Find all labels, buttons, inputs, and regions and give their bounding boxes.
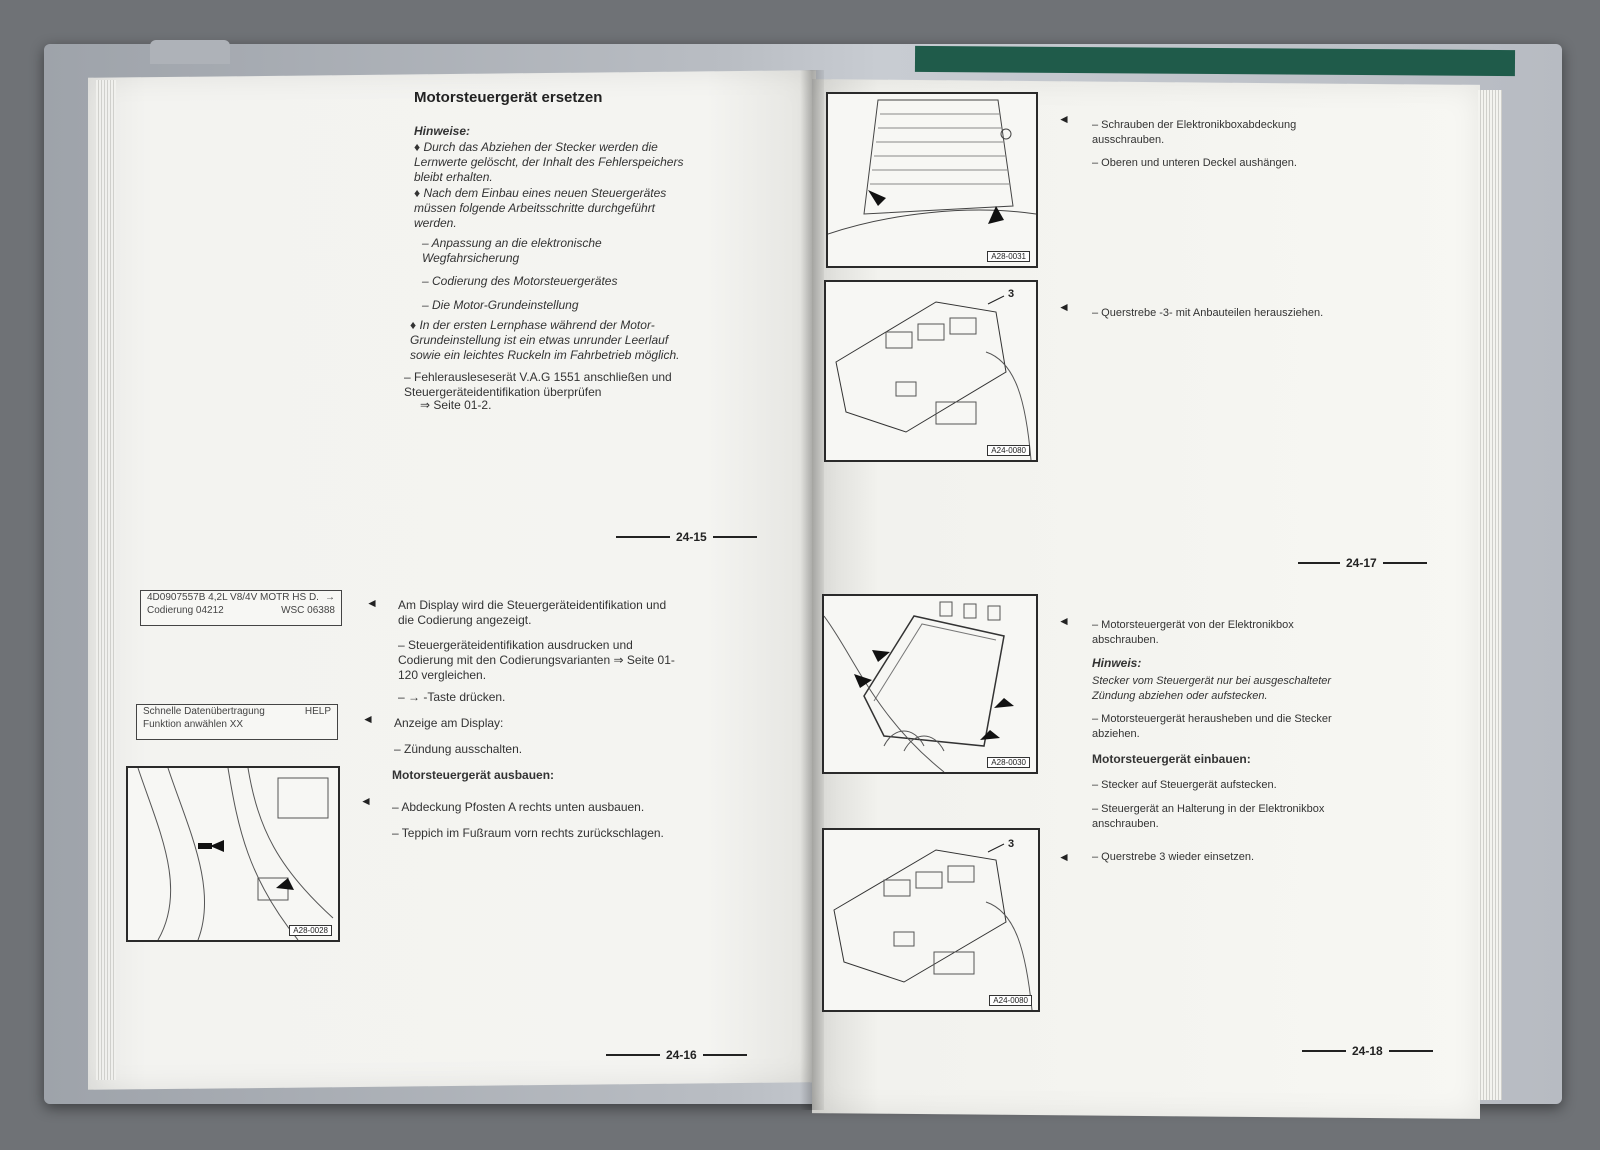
figure-cross-strut-install: [822, 828, 1040, 1012]
figure-label: A28-0030: [987, 757, 1030, 768]
sub-step: – Anpassung an die elektronische Wegfahrsicherung: [422, 236, 602, 265]
right-page-stack: [1478, 90, 1502, 1100]
figure-label: A24-0080: [989, 995, 1032, 1006]
step-text: – Oberen und unteren Deckel aushängen.: [1092, 157, 1297, 169]
figure-door-pillar: [126, 766, 340, 942]
sub-step: – Codierung des Motorsteuergerätes: [422, 274, 618, 288]
pointer-marker: ◄: [360, 794, 372, 808]
body-text: Am Display wird die Steuergeräteidentifikation und die Codierung angezeigt.: [398, 598, 667, 627]
figure-control-unit: [822, 594, 1038, 774]
subsection-heading: Motorsteuergerät ausbauen:: [392, 768, 555, 782]
step-text: – Motorsteuergerät herausheben und die Stecker abziehen.: [1092, 713, 1332, 740]
page-ref: ⇒ Seite 01-2.: [420, 398, 492, 412]
note-text: Nach dem Einbau eines neuen Steuergerätes müssen folgende Arbeitsschritte durchgeführt werden.: [414, 186, 667, 230]
step-text: – Querstrebe 3 wieder einsetzen.: [1092, 851, 1255, 863]
pointer-marker: ◄: [1058, 850, 1070, 864]
display-line: →: [325, 592, 335, 603]
display-line: Funktion anwählen XX: [143, 719, 244, 730]
page-number-text: 24-17: [1346, 556, 1377, 570]
display-line: WSC 06388: [281, 605, 335, 616]
step-text: – Stecker auf Steuergerät aufstecken.: [1092, 779, 1277, 791]
page-number-text: 24-15: [676, 530, 707, 544]
step-text: – Motorsteuergerät von der Elektronikbox abschrauben.: [1092, 619, 1294, 646]
step-text: – Teppich im Fußraum vorn rechts zurückschlagen.: [392, 826, 664, 840]
note-item: ♦ Nach dem Einbau eines neuen Steuergerätes müssen folgende Arbeitsschritte durchgeführt werden.: [414, 186, 667, 230]
display-line: Schnelle Datenübertragung: [143, 706, 265, 717]
binder-tab: [150, 40, 230, 64]
step-text: – Querstrebe -3- mit Anbauteilen herausziehen.: [1092, 307, 1324, 319]
figure-callout: 3: [1008, 288, 1015, 300]
note-item: ♦ Durch das Abziehen der Stecker werden die Lernwerte gelöscht, der Inhalt des Fehlerspeichers bleibt erhalten.: [414, 140, 684, 184]
figure-cross-strut: [824, 280, 1038, 462]
page-number: [1302, 1044, 1433, 1058]
display-line: 4D0907557B 4,2L V8/4V MOTR HS D.: [147, 592, 319, 603]
pointer-marker: ◄: [1058, 614, 1070, 628]
pointer-marker: ◄: [1058, 300, 1070, 314]
book-gutter: [800, 70, 824, 1110]
tester-display-box: [136, 704, 338, 740]
step-text: – Fehlerausleseserät V.A.G 1551 anschließen und Steuergeräteidentifikation überprüfen: [404, 370, 672, 399]
page-number: [606, 1048, 747, 1062]
step-text: – → -Taste drücken.: [398, 690, 506, 704]
step-text: – Steuergeräteidentifikation ausdrucken und Codierung mit den Codierungsvarianten ⇒ Seite 01-120 vergleichen.: [398, 638, 675, 682]
hinweise-label: Hinweise:: [414, 124, 471, 138]
pointer-marker: ◄: [362, 712, 374, 726]
tester-display-box: [140, 590, 342, 626]
figure-label: A28-0031: [987, 251, 1030, 262]
display-line: HELP: [304, 706, 331, 717]
step-text: – Steuergerät an Halterung in der Elektronikbox anschrauben.: [1092, 803, 1325, 830]
hinweis-text: Stecker vom Steuergerät nur bei ausgeschalteter Zündung abziehen oder aufstecken.: [1092, 675, 1332, 702]
green-divider-tab: [915, 46, 1515, 76]
page-number: [616, 530, 757, 544]
subsection-heading: Motorsteuergerät einbauen:: [1092, 752, 1251, 766]
figure-label: A28-0028: [289, 925, 332, 936]
figure-label: A24-0080: [987, 445, 1030, 456]
pointer-marker: ◄: [366, 596, 378, 610]
step-text: – Schrauben der Elektronikboxabdeckung ausschrauben.: [1092, 119, 1297, 146]
step-text: – Zündung ausschalten.: [394, 742, 523, 756]
page-number-text: 24-18: [1352, 1044, 1383, 1058]
display-line: Codierung 04212: [147, 605, 224, 616]
page-number-text: 24-16: [666, 1048, 697, 1062]
figure-electronics-box-cover: [826, 92, 1038, 268]
note-text: Durch das Abziehen der Stecker werden die Lernwerte gelöscht, der Inhalt des Fehlerspeichers bleibt erhalten.: [414, 140, 684, 184]
left-page-stack: [96, 80, 116, 1080]
note-text: In der ersten Lernphase während der Motor-Grundeinstellung ist ein etwas unrunder Leerlauf sowie ein leichtes Ruckeln im Fahrbetrieb möglich.: [410, 318, 680, 362]
hinweis-label: Hinweis:: [1092, 656, 1142, 670]
page-number: [1298, 556, 1427, 570]
sub-step: – Die Motor-Grundeinstellung: [422, 298, 579, 312]
pointer-marker: ◄: [1058, 112, 1070, 126]
section-title: Motorsteuergerät ersetzen: [414, 89, 603, 106]
step-text: – Abdeckung Pfosten A rechts unten ausbauen.: [392, 800, 645, 814]
body-text: Anzeige am Display:: [394, 716, 504, 730]
figure-callout: 3: [1008, 838, 1015, 850]
note-item: ♦ In der ersten Lernphase während der Motor-Grundeinstellung ist ein etwas unrunder Leerlauf sowie ein leichtes Ruckeln im Fahrbetrieb möglich.: [410, 318, 680, 362]
